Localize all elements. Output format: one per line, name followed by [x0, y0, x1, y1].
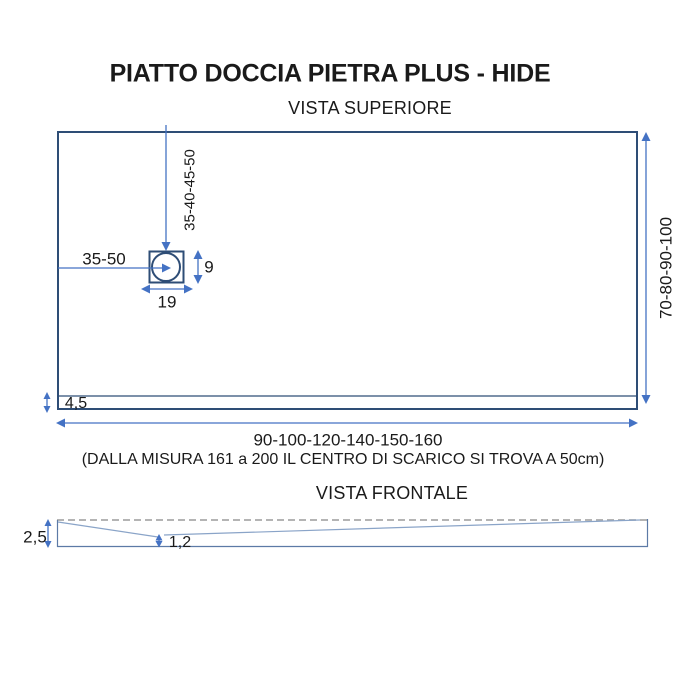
front-slope-right: [164, 520, 640, 535]
drain-height-value: 9: [204, 257, 214, 277]
edge-thickness-value: 2,5: [23, 527, 47, 547]
tray-width-dimension-arrow: [642, 132, 651, 404]
front-view-linework: [45, 519, 649, 548]
drain-vertical-offset-arrow: [162, 125, 171, 251]
front-view-label: VISTA FRONTALE: [315, 483, 469, 503]
border-thickness-dimension-arrow: [44, 392, 51, 413]
border-thickness-value: 4,5: [64, 395, 88, 412]
tray-length-value: 90-100-120-140-150-160: [253, 430, 443, 450]
center-thickness-dimension-arrow: [156, 534, 163, 548]
tray-length-dimension-arrow: [56, 419, 638, 428]
front-slope-left: [58, 522, 158, 537]
page-title: PIATTO DOCCIA PIETRA PLUS - HIDE: [109, 59, 551, 88]
drain-horizontal-offset-value: 35-50: [82, 249, 126, 269]
drain-width-value: 19: [157, 292, 177, 312]
center-thickness-value: 1,2: [168, 534, 192, 551]
drain-height-dimension-arrow: [194, 250, 203, 284]
top-view-label: VISTA SUPERIORE: [288, 98, 452, 118]
drain-position-note: (DALLA MISURA 161 a 200 IL CENTRO DI SCARICO SI TROVA A 50cm): [81, 451, 605, 468]
tray-width-value: 70-80-90-100: [656, 216, 676, 320]
top-view-linework: [44, 125, 651, 428]
tray-outline: [58, 132, 637, 409]
drain-vertical-offset-value: 35-40-45-50: [181, 149, 199, 231]
